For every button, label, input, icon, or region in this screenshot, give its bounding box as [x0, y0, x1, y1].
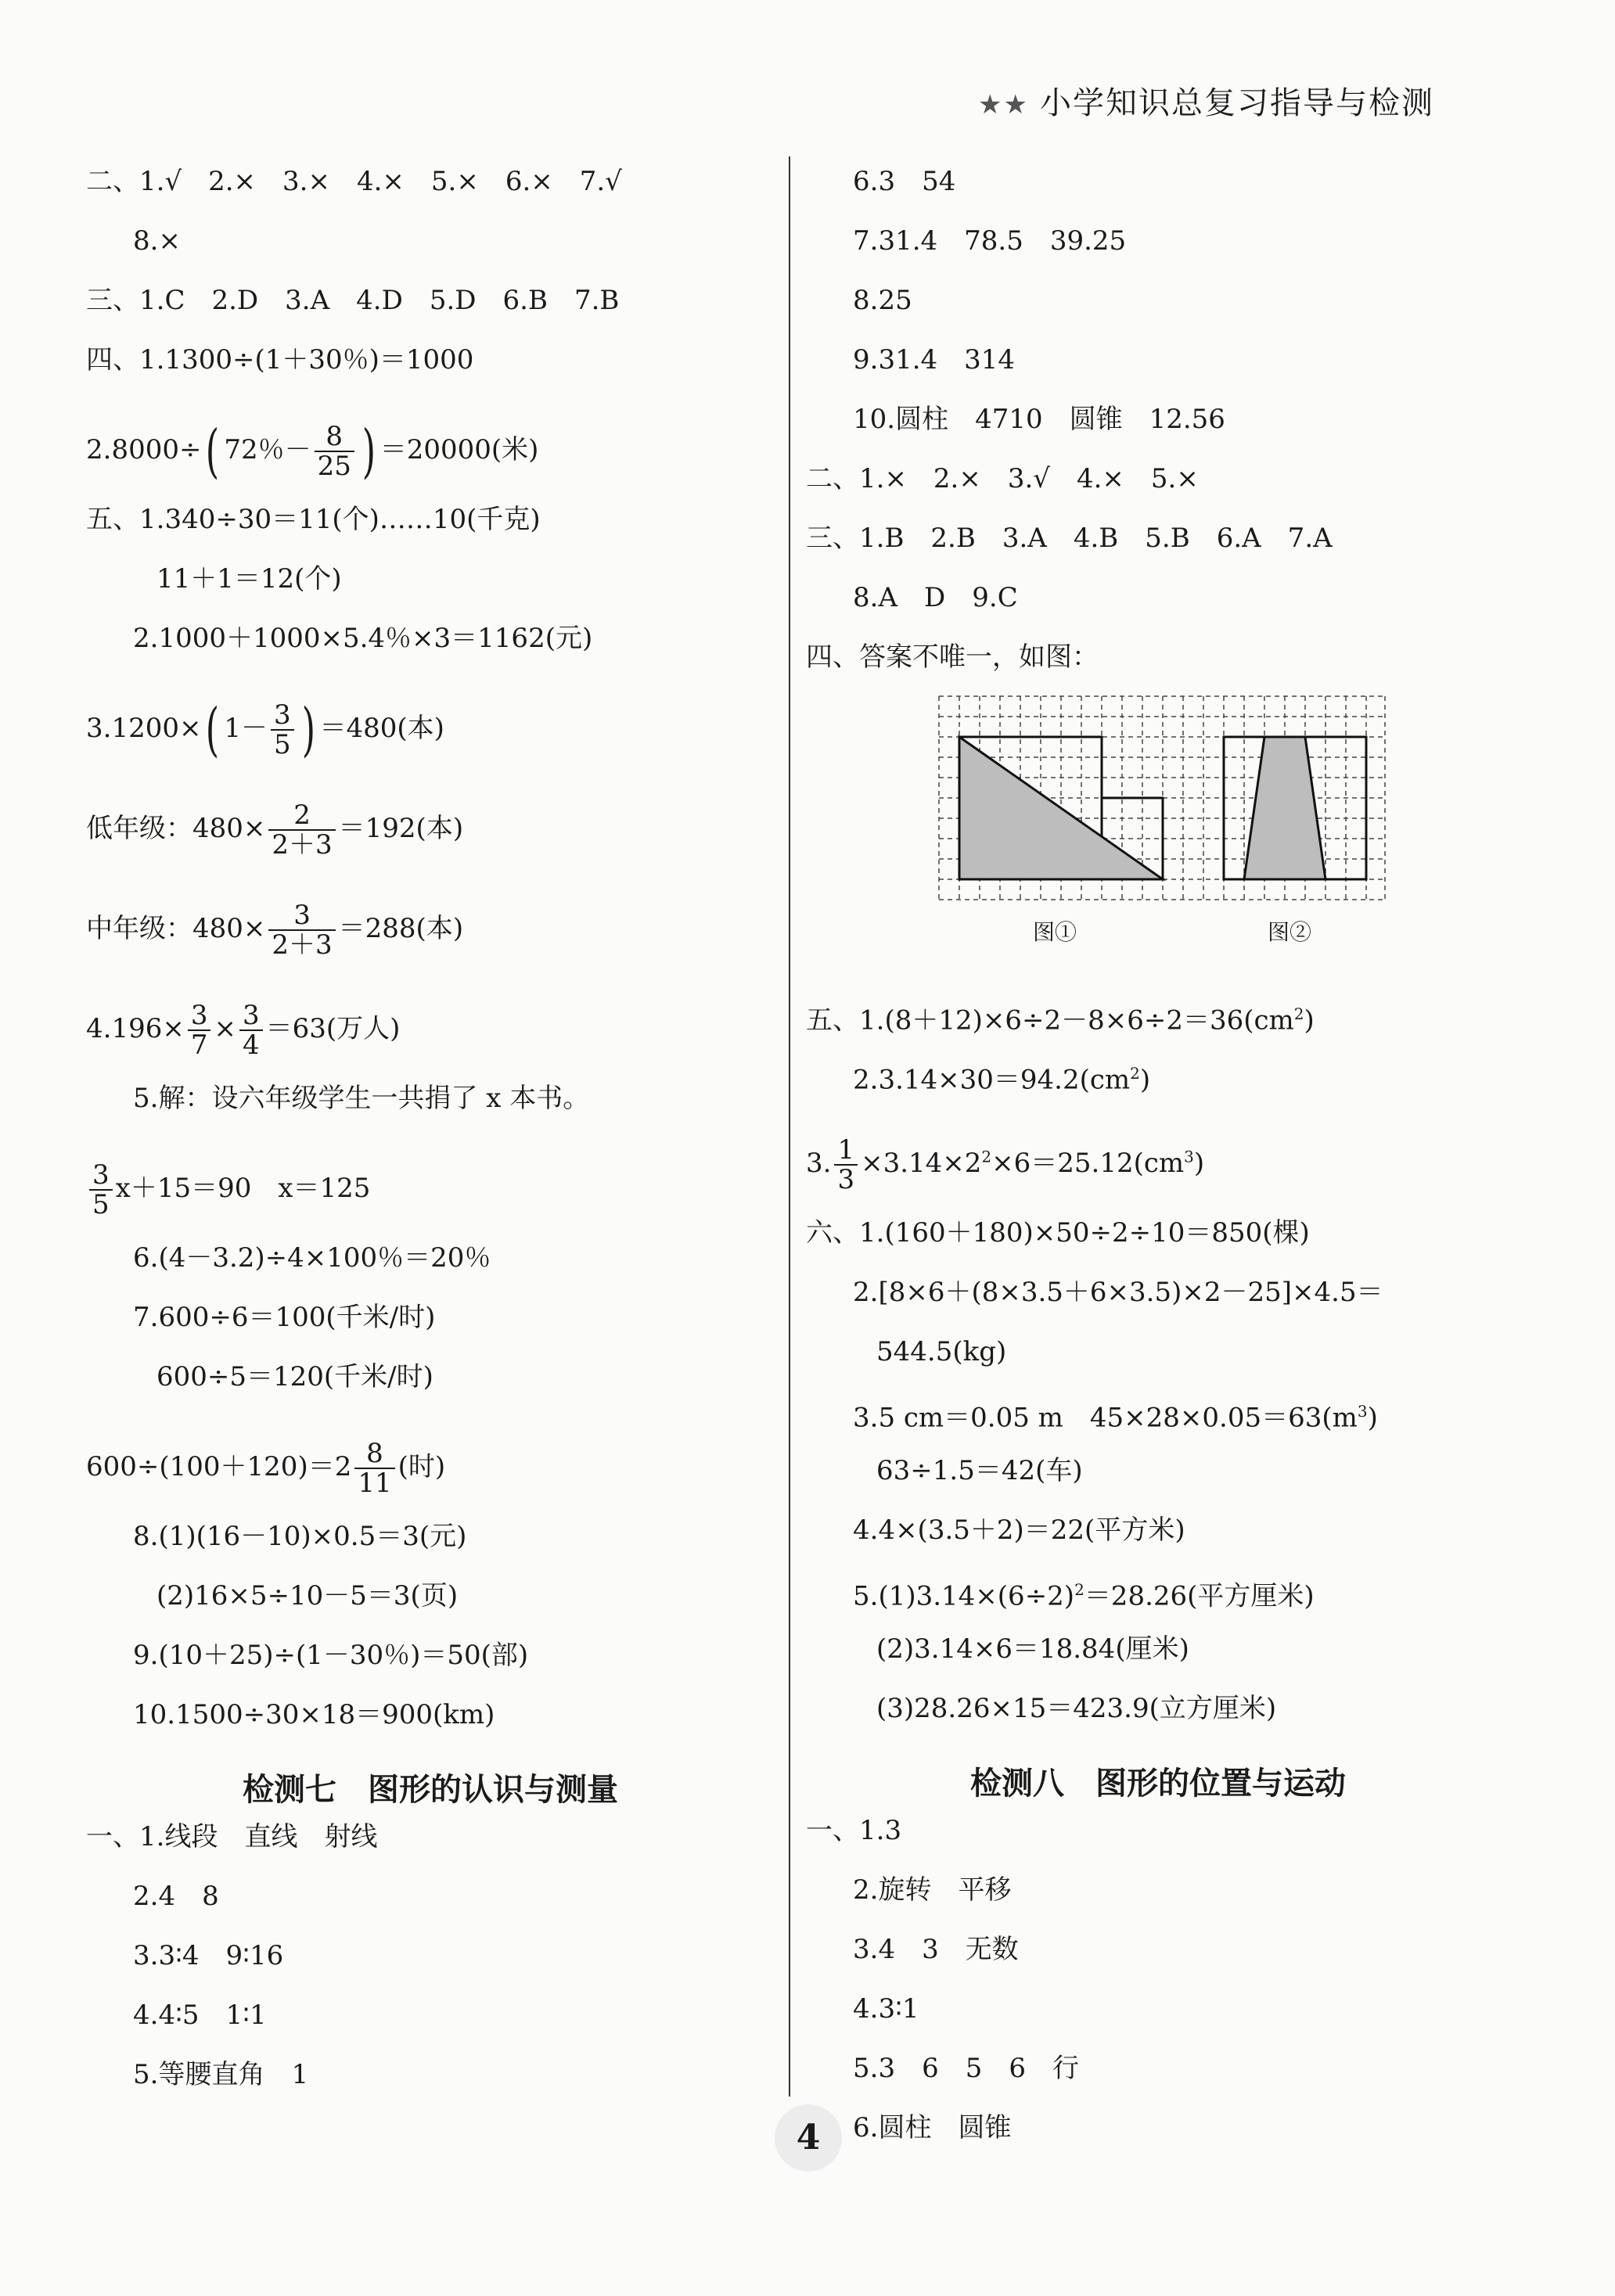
grid-figure — [931, 688, 1393, 945]
fraction: $\frac{8}{11}$ — [354, 1439, 394, 1497]
answer-line: 8.(1)(16－10)×0.5＝3(元) — [133, 1521, 467, 1552]
answer-line: 一、1.线段 直线 射线 — [86, 1821, 378, 1852]
answer-line: 4.3∶1 — [853, 1993, 919, 2025]
fraction: $\frac{2}{2+3}$ — [268, 801, 335, 859]
answer-line: 三、1.B 2.B 3.A 4.B 5.B 6.A 7.A — [806, 523, 1333, 554]
answer-line: 9.(10＋25)÷(1－30％)＝50(部) — [133, 1640, 529, 1671]
fraction: $\frac{1}{3}$ — [834, 1136, 858, 1194]
answer-line: $\frac{3}{5}$ x＋15＝90 x＝125 — [86, 1142, 775, 1242]
figure-label: 图① — [1033, 919, 1077, 945]
answer-line: 8.25 — [853, 285, 912, 316]
answer-line: 二、1.√ 2.× 3.× 4.× 5.× 6.× 7.√ — [86, 166, 622, 197]
answer-line: 11＋1＝12(个) — [156, 563, 342, 595]
answer-line: 5.3 6 5 6 行 — [853, 2053, 1079, 2084]
answer-line: 7.600÷6＝100(千米/时) — [133, 1302, 436, 1333]
answer-line: 六、1.(160＋180)×50÷2÷10＝850(棵) — [806, 1217, 1310, 1249]
answer-line: 4.196× $\frac{3}{7}$ × $\frac{3}{4}$ ＝63(万人) — [86, 1000, 401, 1061]
answer-line: 6.圆柱 圆锥 — [853, 2112, 1012, 2143]
answer-line: 600÷5＝120(千米/时) — [156, 1361, 433, 1392]
answer-line: 10.1500÷30×18＝900(km) — [133, 1699, 495, 1730]
answer-line: $2.3.14\times 30=94.2(cm^2)$ — [853, 1064, 1151, 1096]
section-title: 检测八 图形的位置与运动 — [970, 1766, 1346, 1802]
fraction: $\frac{3}{5}$ — [89, 1161, 113, 1219]
answer-line: 7.31.4 78.5 39.25 — [853, 225, 1127, 257]
answer-line: 63÷1.5＝42(车) — [876, 1455, 1083, 1486]
answer-line: 8.× — [133, 225, 181, 257]
answer-line: 四、答案不唯一，如图： — [806, 641, 1099, 673]
fraction: $\frac{3}{5}$ — [271, 701, 294, 759]
fraction: $\frac{3}{4}$ — [239, 1001, 263, 1059]
answer-line: 三、1.C 2.D 3.A 4.D 5.D 6.B 7.B — [86, 285, 620, 316]
answer-line: 4.4×(3.5＋2)＝22(平方米) — [853, 1514, 1185, 1546]
answer-line: 五、$1.(8+12)\times 6\div 2-8\times 6\div 2=36(cm^2)$ — [806, 1004, 1315, 1037]
answer-line: 3.4 3 无数 — [853, 1934, 1019, 1965]
answer-line: (2)16×5÷10－5＝3(页) — [156, 1580, 459, 1612]
column-divider — [789, 156, 790, 2097]
section-title: 检测七 图形的认识与测量 — [243, 1772, 618, 1808]
left-column — [86, 166, 775, 2118]
answer-line: 低年级：480× $\frac{2}{2+3}$ ＝192(本) — [86, 799, 464, 861]
book-title: 小学知识总复习指导与检测 — [1039, 85, 1434, 121]
answer-line: (3)28.26×15＝423.9(立方厘米) — [876, 1693, 1277, 1724]
fraction: $\frac{3}{7}$ — [188, 1001, 211, 1059]
fraction: $\frac{3}{2+3}$ — [268, 901, 335, 959]
answer-line: $5.(1)3.14\times(6\div 2)^2=28.26$(平方厘米) — [853, 1580, 1315, 1612]
answer-line: 五、1.340÷30＝11(个)……10(千克) — [86, 504, 541, 535]
answer-line: 10.圆柱 4710 圆锥 12.56 — [853, 404, 1225, 435]
answer-line: 中年级：480× $\frac{3}{2+3}$ ＝288(本) — [86, 900, 464, 961]
answer-line: 3. $\frac{1}{3}$ $\times 3.14\times 2^2\times 6=25.12(cm^3)$ — [806, 1134, 1205, 1195]
answer-line: (2)3.14×6＝18.84(厘米) — [876, 1633, 1189, 1665]
right-column — [806, 166, 1510, 2172]
answer-line: 3.5 cm＝0.05 m $45\times 28\times 0.05=63(m^3)$ — [853, 1402, 1378, 1434]
page-number: 4 — [775, 2104, 842, 2172]
page-header — [978, 78, 1510, 123]
shaded-trapezoid — [1244, 737, 1325, 879]
answer-line: 600÷(100＋120)＝2 $\frac{8}{11}$ (时) — [86, 1438, 446, 1499]
answer-line: 2.[8×6＋(8×3.5＋6×3.5)×2－25]×4.5＝ — [853, 1277, 1383, 1308]
answer-line: 4.4∶5 1∶1 — [133, 2000, 267, 2031]
answer-line: 2.1000＋1000×5.4％×3＝1162(元) — [133, 623, 593, 654]
answer-line: 5.解：设六年级学生一共捐了 x 本书。 — [133, 1083, 590, 1114]
answer-line: 四、1.1300÷(1＋30％)＝1000 — [86, 344, 474, 375]
star-icon: ★★ — [978, 89, 1029, 120]
answer-line: 8.A D 9.C — [853, 582, 1018, 613]
answer-line: 3.3∶4 9∶16 — [133, 1940, 284, 1971]
fraction: $\frac{8}{25}$ — [315, 422, 354, 480]
grid-diagram — [931, 688, 1393, 915]
answer-line: 2.8000÷( 72％－ $\frac{8}{25}$ ) ＝20000(米) — [86, 418, 539, 485]
answer-line: 5.等腰直角 1 — [133, 2059, 309, 2090]
answer-line: 6.3 54 — [853, 166, 956, 197]
answer-line: 544.5(kg) — [876, 1336, 1007, 1367]
answer-line: 一、1.3 — [806, 1815, 902, 1846]
answer-line: 3.1200×( 1－ $\frac{3}{5}$ ) ＝480(本) — [86, 696, 444, 764]
answer-line: 二、1.× 2.× 3.√ 4.× 5.× — [806, 463, 1199, 494]
answer-line: 2.4 8 — [133, 1881, 219, 1912]
answer-line: 2.旋转 平移 — [853, 1874, 1012, 1906]
answer-line: 9.31.4 314 — [853, 344, 1016, 375]
answer-line: 6.(4－3.2)÷4×100％＝20％ — [133, 1242, 491, 1274]
figure-label: 图② — [1268, 919, 1312, 945]
